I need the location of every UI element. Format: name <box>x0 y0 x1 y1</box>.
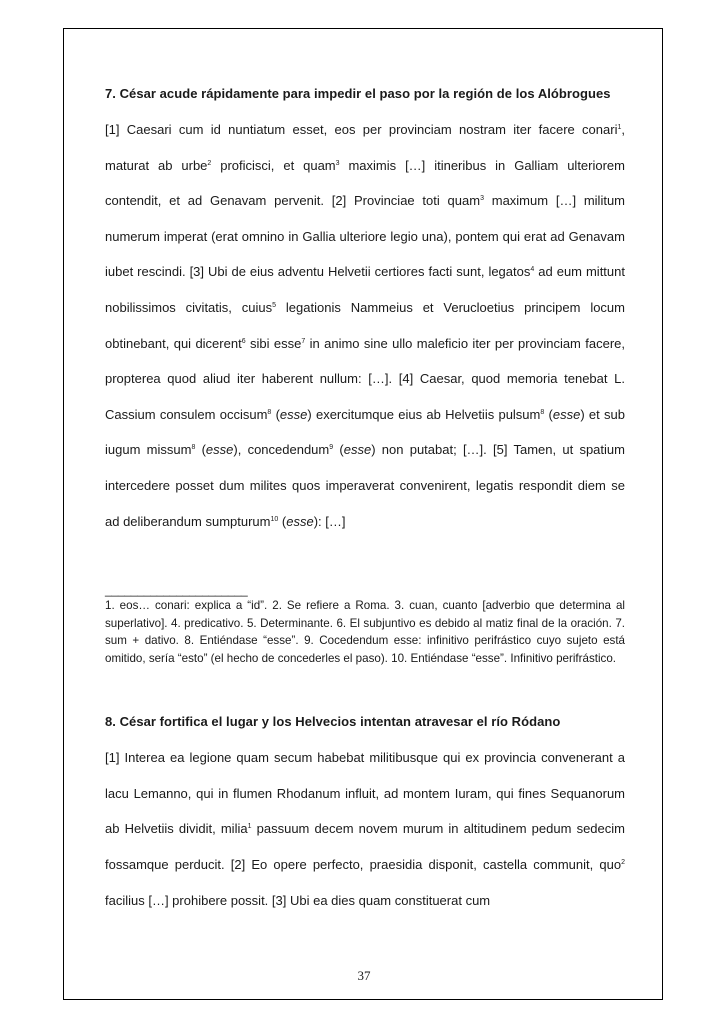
text-run: [1] Interea ea legione quam secum habebat militibusque qui ex provincia convenerant a lacu Lemanno, qui in flumen Rhodanum influit, ad montem Iuram, qui fines Sequanorum ab Helvetiis dividit, milia <box>105 750 625 837</box>
footnote-ref: 10 <box>270 515 279 523</box>
text-run: ad eum mittunt nobilissimos civitatis, cuius <box>105 264 625 315</box>
footnote-ref: 5 <box>272 301 277 309</box>
italic-text: esse <box>552 406 581 422</box>
footnote-ref: 2 <box>207 159 212 167</box>
text-run: ) non putabat; […]. [5] Tamen, ut spatium intercedere posset dum milites quos imperaverat convenirent, legatis respondit diem se ad deliberandum sumpturum <box>105 442 625 529</box>
text-run: legationis Nammeius et Verucloetius principem locum obtinebant, qui dicerent <box>105 299 625 351</box>
text-run: ) et sub iugum missum <box>105 406 625 458</box>
text-run: proficisci, et quam <box>211 157 336 173</box>
text-run: facilius […] prohibere possit. [3] Ubi ea dies quam constituerat cum <box>105 892 491 908</box>
italic-text: esse <box>286 513 314 529</box>
footnote-ref: 3 <box>335 159 340 167</box>
text-run: ( <box>271 406 280 422</box>
section-7-text <box>105 112 625 539</box>
text-run: maximum […] militum numerum imperat (erat omnino in Gallia ulteriore legio una), pontem qui erat ad Genavam iubet rescindi. [3] Ubi de eius adventu Helvetii certiores facti sunt, legatos <box>105 193 625 280</box>
text-run: , maturat ab urbe <box>105 122 625 173</box>
footnote-ref: 8 <box>540 408 545 416</box>
footnote-ref: 1 <box>617 124 622 131</box>
footnote-ref: 8 <box>191 444 196 452</box>
section-7-footnotes: 1. eos… conari: explica a “id”. 2. Se refiere a Roma. 3. cuan, cuanto [adverbio que determina al superlativo]. 4. predicativo. 5. Determinante. 6. El subjuntivo es debido al matiz final de la oración. 7. sum + dativo. 8. Entiéndase “esse”. 9. Cocedendum esse: infinitivo perifrástico cuyo sujeto está omitido, sería “esto” (el hecho de concederles el paso). 10. Entiéndase “esse”. Infinitivo perifrástico. <box>105 599 625 665</box>
text-run: ( <box>195 442 206 458</box>
section-8-heading: 8. César fortifica el lugar y los Helvecios intentan atravesar el río Ródano <box>105 714 561 730</box>
footnote-ref: 7 <box>301 337 306 345</box>
italic-text: esse <box>343 442 372 458</box>
document-body <box>105 85 625 918</box>
footnote-ref: 3 <box>480 195 484 203</box>
text-run: ), concedendum <box>233 442 330 458</box>
footnote-ref: 1 <box>247 823 252 831</box>
text-run: ( <box>333 442 344 458</box>
text-run: maximis […] itineribus in Galliam ulteriorem contendit, et ad Genavam pervenit. [2] Provinciae toti quam <box>105 157 625 209</box>
text-run: ): […] <box>313 513 346 529</box>
text-run: [1] Caesari cum id nuntiatum esset, eos per provinciam nostram iter facere conari <box>105 122 618 137</box>
page-number: 37 <box>357 968 371 983</box>
text-run: in animo sine ullo maleficio iter per provinciam facere, propterea quod aliud iter haberent nullum: […]. [4] Caesar, quod memoria tenebat L. Cassium consulem occisum <box>105 335 626 422</box>
italic-text: esse <box>279 406 308 422</box>
section-8-text <box>105 740 625 918</box>
footnote-ref: 9 <box>329 444 334 452</box>
footnote-ref: 4 <box>530 266 535 274</box>
footnote-separator: ______________________ <box>105 583 248 598</box>
text-run: ( <box>544 406 553 422</box>
text-run: ) exercitumque eius ab Helvetiis pulsum <box>307 406 541 422</box>
italic-text: esse <box>205 442 234 458</box>
footnote-ref: 8 <box>267 408 272 416</box>
text-run: sibi esse <box>245 335 302 351</box>
footnote-ref: 6 <box>241 337 246 345</box>
section-7-heading: 7. César acude rápidamente para impedir el paso por la región de los Alóbrogues <box>105 86 611 101</box>
text-run: ( <box>278 513 287 529</box>
footnote-ref: 2 <box>621 858 625 866</box>
text-run: passuum decem novem murum in altitudinem pedum sedecim fossamque perducit. [2] Eo opere perfecto, praesidia disponit, castella communit, quo <box>105 821 625 872</box>
